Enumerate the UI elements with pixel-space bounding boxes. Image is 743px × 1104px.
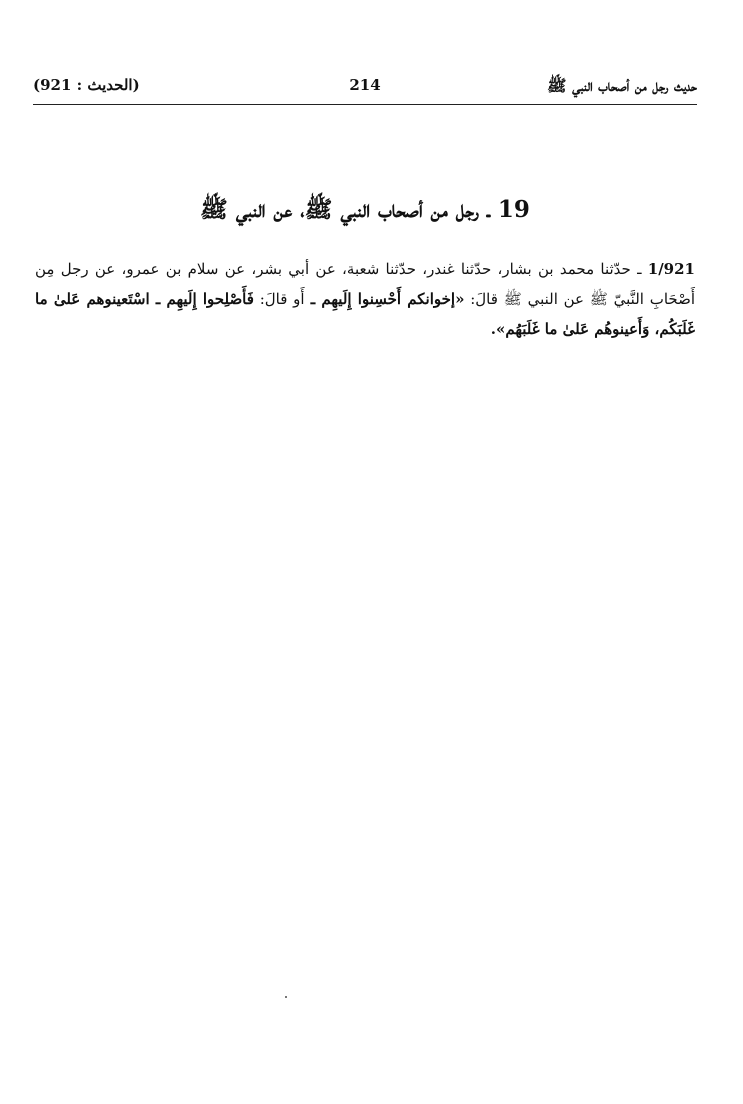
hadith-matn-part1: «إخوانكم أَحْسِنوا إِلَيهِم ـ [304, 290, 465, 308]
page-number: 214 [349, 76, 381, 94]
hadith-connector: أَو قالَ: [253, 290, 305, 308]
hadith-number: 1/921 [647, 260, 695, 278]
running-header [33, 74, 697, 102]
hadith-text [35, 254, 695, 344]
hadith-matn-part2: فَأَصْلِحوا إِلَيهِم ـ اسْتَعينوهم عَلىٰ ما غَلَبَكُم، وَأَعينوهُم عَلىٰ ما غَلَبَهُم». [35, 290, 695, 338]
header-chapter-title: حديث رجل من أصحاب النبي ﷺ [547, 76, 697, 95]
hadith-isnad: ـ حدّثنا محمد بن بشار، حدّثنا غندر، حدّثنا شعبة، عن أبي بشر، عن سلام بن عمرو، عن رجل مِن أَصْحَابِ النَّبيّ ﷺ عن النبي ﷺ قالَ: [35, 260, 695, 308]
header-hadith-ref: (الحديث : 921) [33, 76, 140, 94]
header-rule [33, 104, 697, 105]
chapter-title: 19 ـ رجل من أصحاب النبي ﷺ، عن النبي ﷺ [200, 196, 530, 223]
scan-speck [285, 996, 287, 998]
